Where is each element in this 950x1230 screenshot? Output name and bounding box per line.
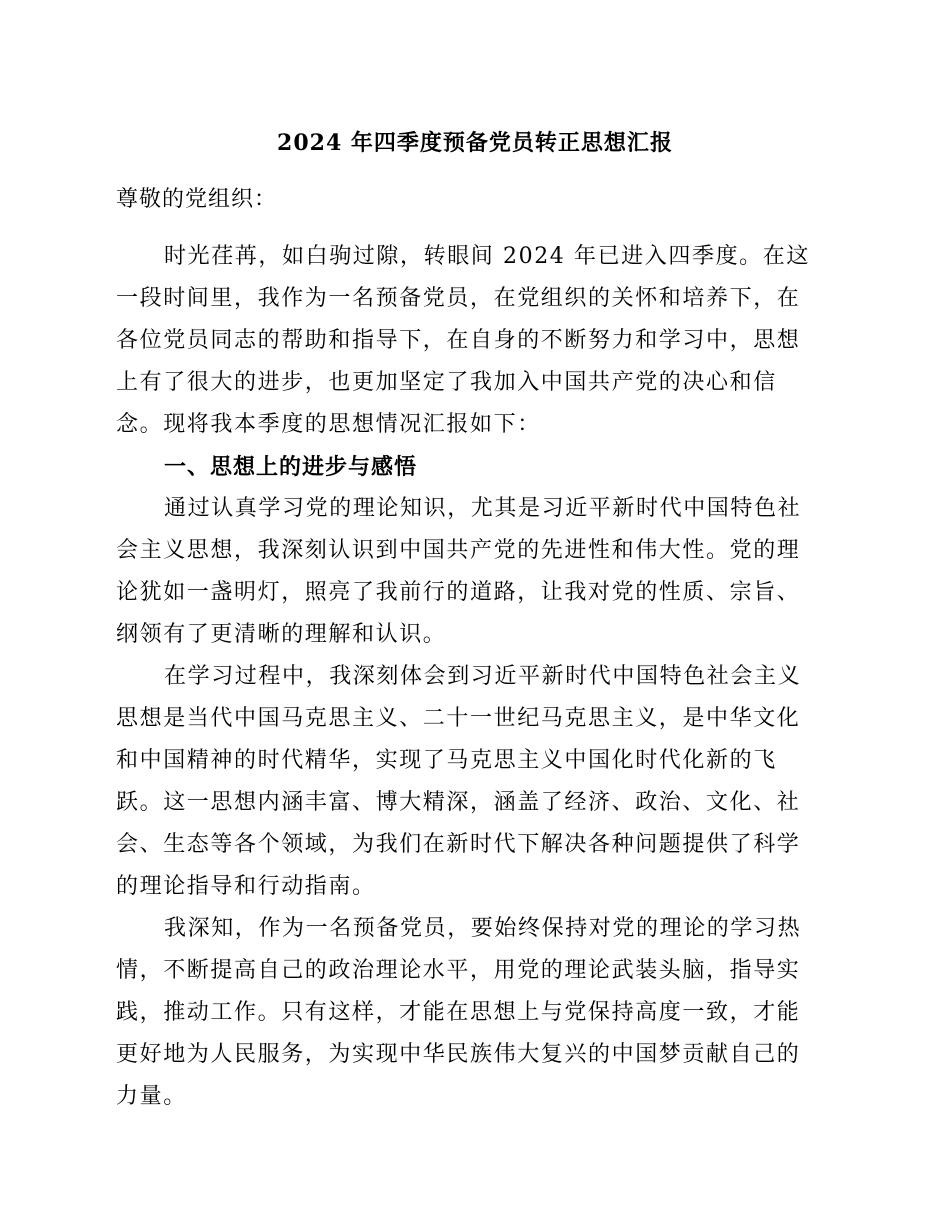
intro-line: 各位党员同志的帮助和指导下，在自身的不断努力和学习中，思想 — [116, 328, 801, 353]
paragraph-line: 论犹如一盏明灯，照亮了我前行的道路，让我对党的性质、宗旨、 — [116, 580, 801, 605]
paragraph-line: 在学习过程中，我深刻体会到习近平新时代中国特色社会主义 — [164, 664, 802, 689]
paragraph-line: 和中国精神的时代精华，实现了马克思主义中国化时代化新的飞 — [116, 748, 777, 773]
paragraph-line: 通过认真学习党的理论知识，尤其是习近平新时代中国特色社 — [164, 496, 802, 521]
paragraph-line: 践，推动工作。只有这样，才能在思想上与党保持高度一致，才能 — [116, 1000, 801, 1025]
paragraph-line: 跃。这一思想内涵丰富、博大精深，涵盖了经济、政治、文化、社 — [116, 790, 801, 815]
paragraph-line: 的理论指导和行动指南。 — [116, 874, 376, 899]
paragraph-line: 力量。 — [116, 1084, 187, 1109]
intro-line: 上有了很大的进步，也更加坚定了我加入中国共产党的决心和信 — [116, 370, 777, 395]
intro-line: 一段时间里，我作为一名预备党员，在党组织的关怀和培养下，在 — [116, 286, 801, 311]
paragraph-line: 纲领有了更清晰的理解和认识。 — [116, 622, 447, 647]
paragraph-line: 会主义思想，我深刻认识到中国共产党的先进性和伟大性。党的理 — [116, 538, 801, 563]
section-heading: 一、思想上的进步与感悟 — [164, 454, 418, 480]
salutation: 尊敬的党组织： — [116, 187, 278, 212]
intro-line: 念。现将我本季度的思想情况汇报如下： — [116, 412, 541, 437]
document-title: 2024 年四季度预备党员转正思想汇报 — [277, 130, 673, 156]
paragraph-line: 我深知，作为一名预备党员，要始终保持对党的理论的学习热 — [164, 916, 802, 941]
paragraph-line: 思想是当代中国马克思主义、二十一世纪马克思主义，是中华文化 — [116, 706, 801, 731]
paragraph-line: 情，不断提高自己的政治理论水平，用党的理论武装头脑，指导实 — [116, 958, 801, 983]
intro-line: 时光荏苒，如白驹过隙，转眼间 2024 年已进入四季度。在这 — [164, 244, 810, 269]
paragraph-line: 更好地为人民服务，为实现中华民族伟大复兴的中国梦贡献自己的 — [116, 1042, 801, 1067]
paragraph-line: 会、生态等各个领域，为我们在新时代下解决各种问题提供了科学 — [116, 832, 801, 857]
